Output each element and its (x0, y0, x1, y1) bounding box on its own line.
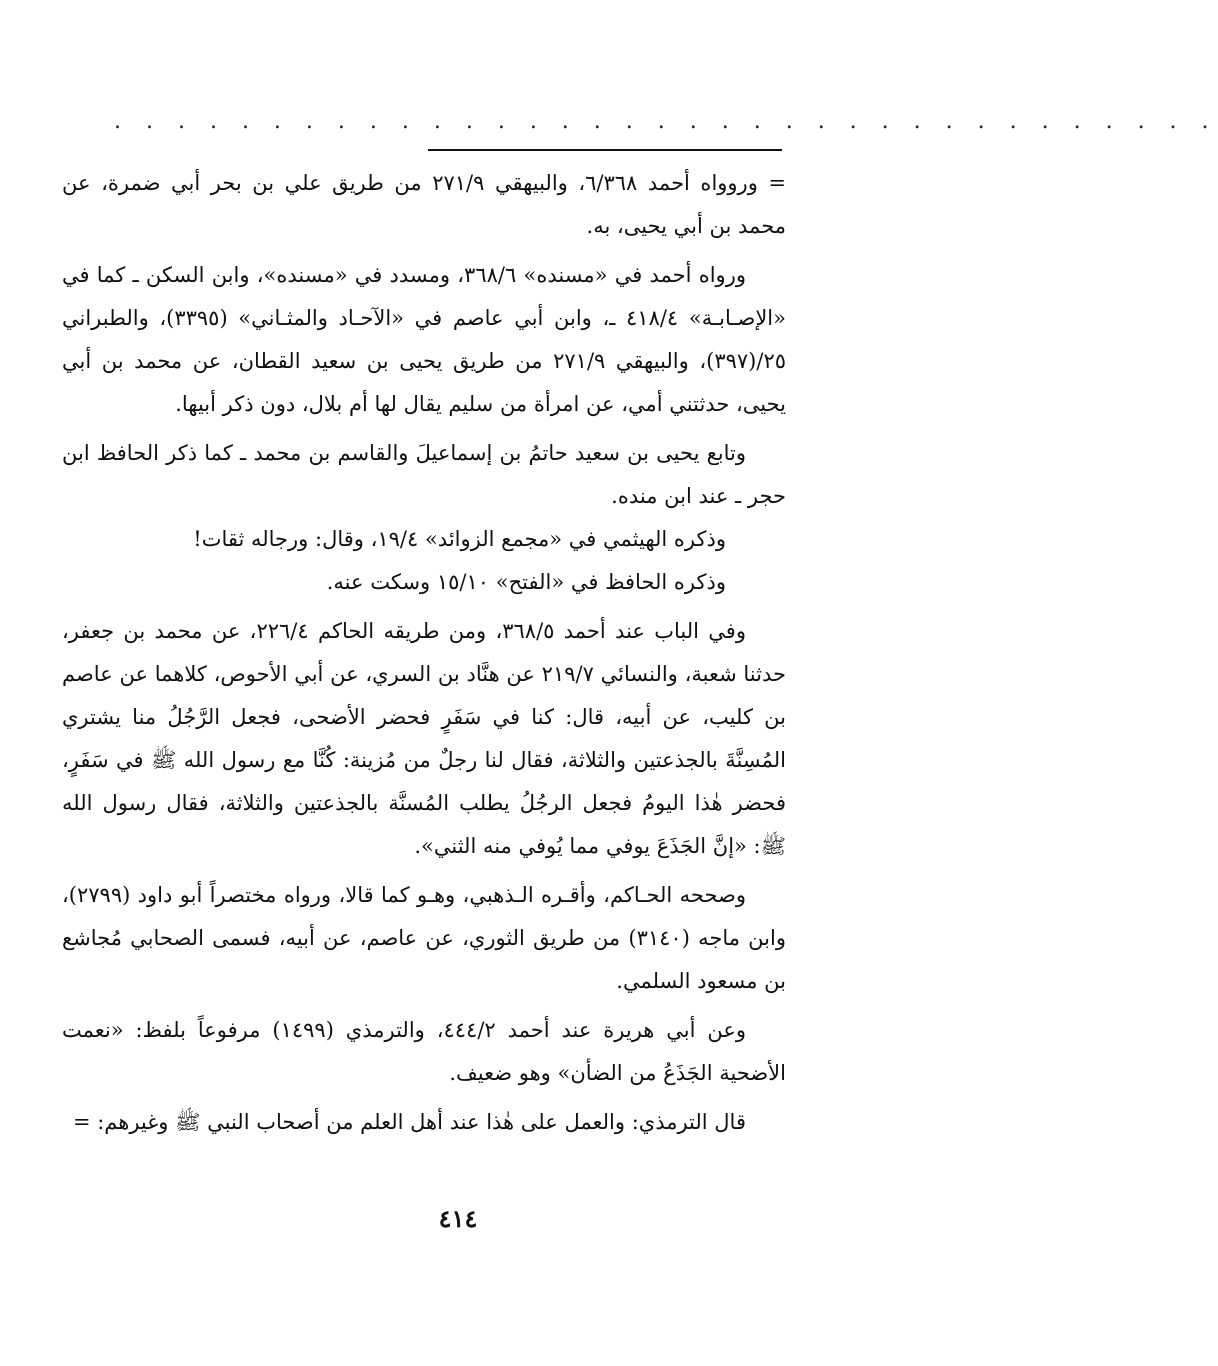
paragraph-3: وتابع يحيى بن سعيد حاتمُ بن إسماعيلَ والقاسم بن محمد ـ كما ذكر الحافظ ابن حجر ـ عند ابن منده. (62, 441, 786, 508)
footnote-separator-dots: . . . . . . . . . . . . . . . . . . . . . . . . . . . . . . . . . . . (114, 109, 1218, 134)
paragraph-8: وعن أبي هريرة عند أحمد ٤٤٤/٢، والترمذي (١٤٩٩) مرفوعاً بلفظ: «نعمت الأضحية الجَذَعُ من الضأن» وهو ضعيف. (62, 1018, 786, 1085)
footnote-text (62, 162, 786, 1144)
paragraph-9: قال الترمذي: والعمل على هٰذا عند أهل العلم من أصحاب النبي ﷺ وغيرهم: = (72, 1110, 746, 1134)
paragraph-2: ورواه أحمد في «مسنده» ٣٦٨/٦، ومسدد في «مسنده»، وابن السكن ـ كما في «الإصـابـة» ٤١٨/٤ ـ، وابن أبي عاصم في «الآحـاد والمثـاني» (٣٣٩٥)، والطبراني ٢٥/(٣٩٧)، والبيهقي ٢٧١/٩ من طريق يحيى بن سعيد القطان، عن محمد بن أبي يحيى، حدثتني أمي، عن امرأة من سليم يقال لها أم بلال، دون ذكر أبيها. (62, 263, 786, 416)
paragraph-4: وذكره الهيثمي في «مجمع الزوائد» ١٩/٤، وقال: ورجاله ثقات! (193, 527, 726, 551)
paragraph-6: وفي الباب عند أحمد ٣٦٨/٥، ومن طريقه الحاكم ٢٢٦/٤، عن محمد بن جعفر، حدثنا شعبة، والنسائي ٢١٩/٧ عن هنَّاد بن السري، عن أبي الأحوص، كلاهما عن عاصم بن كليب، عن أبيه، قال: كنا في سَفَرٍ فحضر الأضحى، فجعل الرَّجُلُ منا يشتري المُسِنَّةَ بالجذعتين والثلاثة، فقال لنا رجلٌ من مُزينة: كُنَّا مع رسول الله ﷺ في سَفَرٍ، فحضر هٰذا اليومُ فجعل الرجُلُ يطلب المُسنَّة بالجذعتين والثلاثة، فقال رسول الله ﷺ: «إنَّ الجَذَعَ يوفي مما يُوفي منه الثني». (62, 619, 786, 858)
paragraph-7: وصححه الحـاكم، وأقـره الـذهبي، وهـو كما قالا، ورواه مختصراً أبو داود (٢٧٩٩)، وابن ماجه (٣١٤٠) من طريق الثوري، عن عاصم، عن أبيه، فسمى الصحابي مُجاشع بن مسعود السلمي. (62, 883, 786, 993)
footnote-rule (428, 149, 782, 151)
page-number: ٤١٤ (438, 1204, 478, 1233)
paragraph-1: = وروواه أحمد ٦/٣٦٨، والبيهقي ٢٧١/٩ من طريق علي بن بحر أبي ضمرة، عن محمد بن أبي يحيى، به. (62, 171, 786, 238)
paragraph-5: وذكره الحافظ في «الفتح» ١٥/١٠ وسكت عنه. (326, 570, 726, 594)
